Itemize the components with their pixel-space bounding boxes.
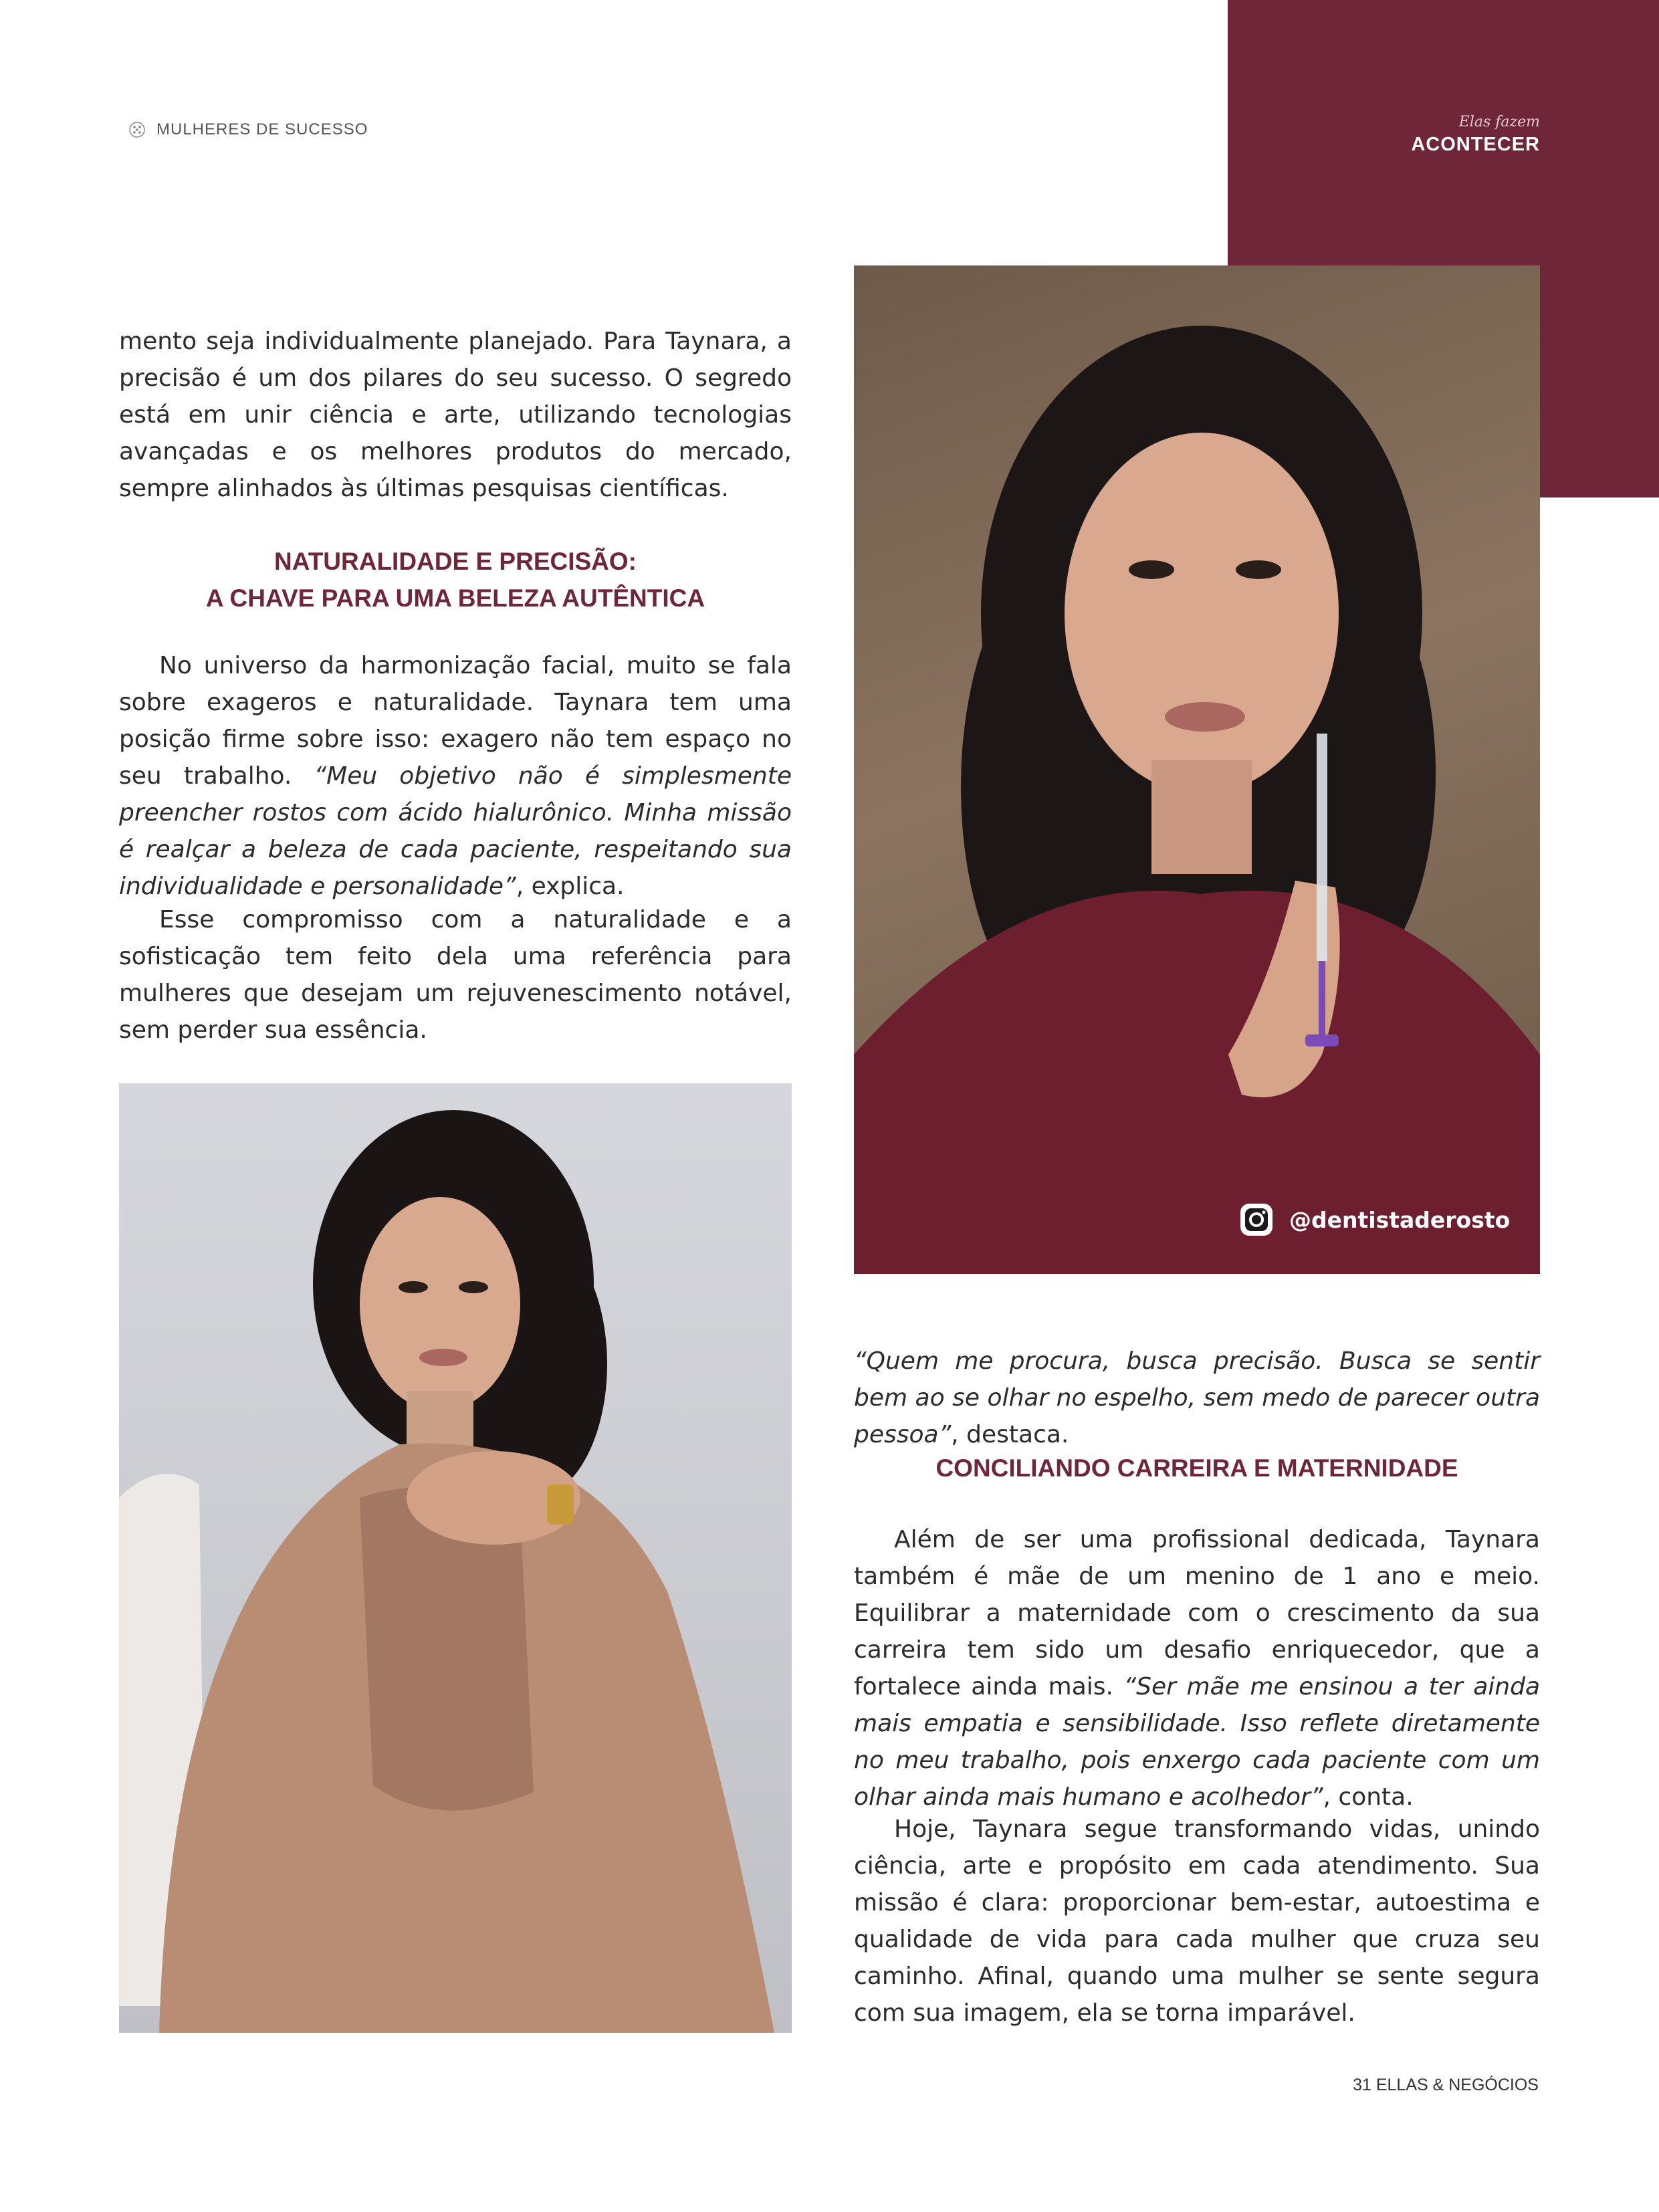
paragraph-3: Esse compromisso com a naturalidade e a sofisticação tem feito dela uma referência para mulheres que desejam um rejuvenescimento notável, sem perder sua essência. bbox=[119, 906, 792, 1044]
right-paragraph-a bbox=[854, 1521, 1540, 1815]
brand-script: Elas fazem bbox=[1458, 114, 1540, 130]
page-footer: 31 ELLAS & NEGÓCIOS bbox=[1353, 2076, 1539, 2094]
instagram-tag[interactable] bbox=[1238, 1202, 1510, 1238]
paragraph-2 bbox=[119, 647, 792, 905]
left-paragraph-3 bbox=[119, 901, 792, 1048]
portrait-illustration bbox=[854, 265, 1540, 1274]
right-quote-text: “Quem me procura, busca precisão. Busca se sentir bem ao se olhar no espelho, sem medo de parecer outra pessoa” bbox=[854, 1347, 1540, 1448]
paragraph-a bbox=[854, 1521, 1540, 1815]
paragraph-a-tail: , conta. bbox=[1323, 1783, 1414, 1811]
right-quote-paragraph bbox=[854, 1343, 1540, 1453]
intro-paragraph: mento seja individualmente planejado. Para Taynara, a precisão é um dos pilares do seu sucesso. O segredo está em unir ciência e arte, utilizando tecnologias avançadas e os melhores produtos do mercado, sempre alinhados às últimas pesquisas científicas. bbox=[119, 328, 792, 502]
subhead-maternidade: CONCILIANDO CARREIRA E MATERNIDADE bbox=[935, 1454, 1458, 1482]
right-subhead bbox=[854, 1450, 1540, 1486]
portrait-photo-seated bbox=[119, 1083, 792, 2033]
instagram-handle[interactable]: @dentistaderosto bbox=[1289, 1206, 1511, 1233]
subhead-line-1: NATURALIDADE E PRECISÃO: bbox=[274, 548, 637, 575]
brand-logo bbox=[1411, 115, 1540, 156]
paragraph-2-quote: “Meu objetivo não é simplesmente preencher rostos com ácido hialurônico. Minha missão é realçar a beleza de cada paciente, respeitando sua individualidade e personalidade” bbox=[119, 762, 792, 900]
right-quote bbox=[854, 1343, 1540, 1453]
left-paragraph-2 bbox=[119, 647, 792, 905]
right-quote-tail: , destaca. bbox=[951, 1421, 1069, 1448]
section-label-text: MULHERES DE SUCESSO bbox=[156, 120, 368, 138]
section-marker-icon bbox=[128, 121, 146, 138]
seated-illustration bbox=[119, 1083, 792, 2033]
instagram-icon bbox=[1238, 1202, 1275, 1238]
paragraph-b: Hoje, Taynara segue transformando vidas, unindo ciência, arte e propósito em cada atendimento. Sua missão é clara: proporcionar bem-estar, autoestima e qualidade de vida para cada mulher que cruza seu caminho. Afinal, quando uma mulher se sente segura com sua imagem, ela se torna imparável. bbox=[854, 1815, 1540, 2027]
subhead-line-2: A CHAVE PARA UMA BELEZA AUTÊNTICA bbox=[205, 584, 705, 612]
paragraph-a-lead: Além de ser uma profissional dedicada, Taynara também é mãe de um menino de 1 ano e meio. Equilibrar a maternidade com o crescimento da sua carreira tem sido um desafio enriquecedor, que a fortalece ainda mais. bbox=[854, 1526, 1540, 1700]
paragraph-2-tail: , explica. bbox=[516, 873, 625, 900]
left-subhead bbox=[119, 543, 792, 617]
section-label bbox=[128, 120, 368, 139]
right-paragraph-b bbox=[854, 1811, 1540, 2031]
portrait-photo-syringe bbox=[854, 265, 1540, 1274]
paragraph-2-lead: No universo da harmonização facial, muito se fala sobre exageros e naturalidade. Taynara tem uma posição firme sobre isso: exagero não tem espaço no seu trabalho. bbox=[119, 652, 792, 790]
paragraph-a-quote: “Ser mãe me ensinou a ter ainda mais empatia e sensibilidade. Isso reflete diretamente no meu trabalho, pois enxergo cada paciente com um olhar ainda mais humano e acolhedor” bbox=[854, 1673, 1541, 1811]
brand-main: ACONTECER bbox=[1411, 134, 1540, 155]
left-intro bbox=[119, 323, 792, 507]
